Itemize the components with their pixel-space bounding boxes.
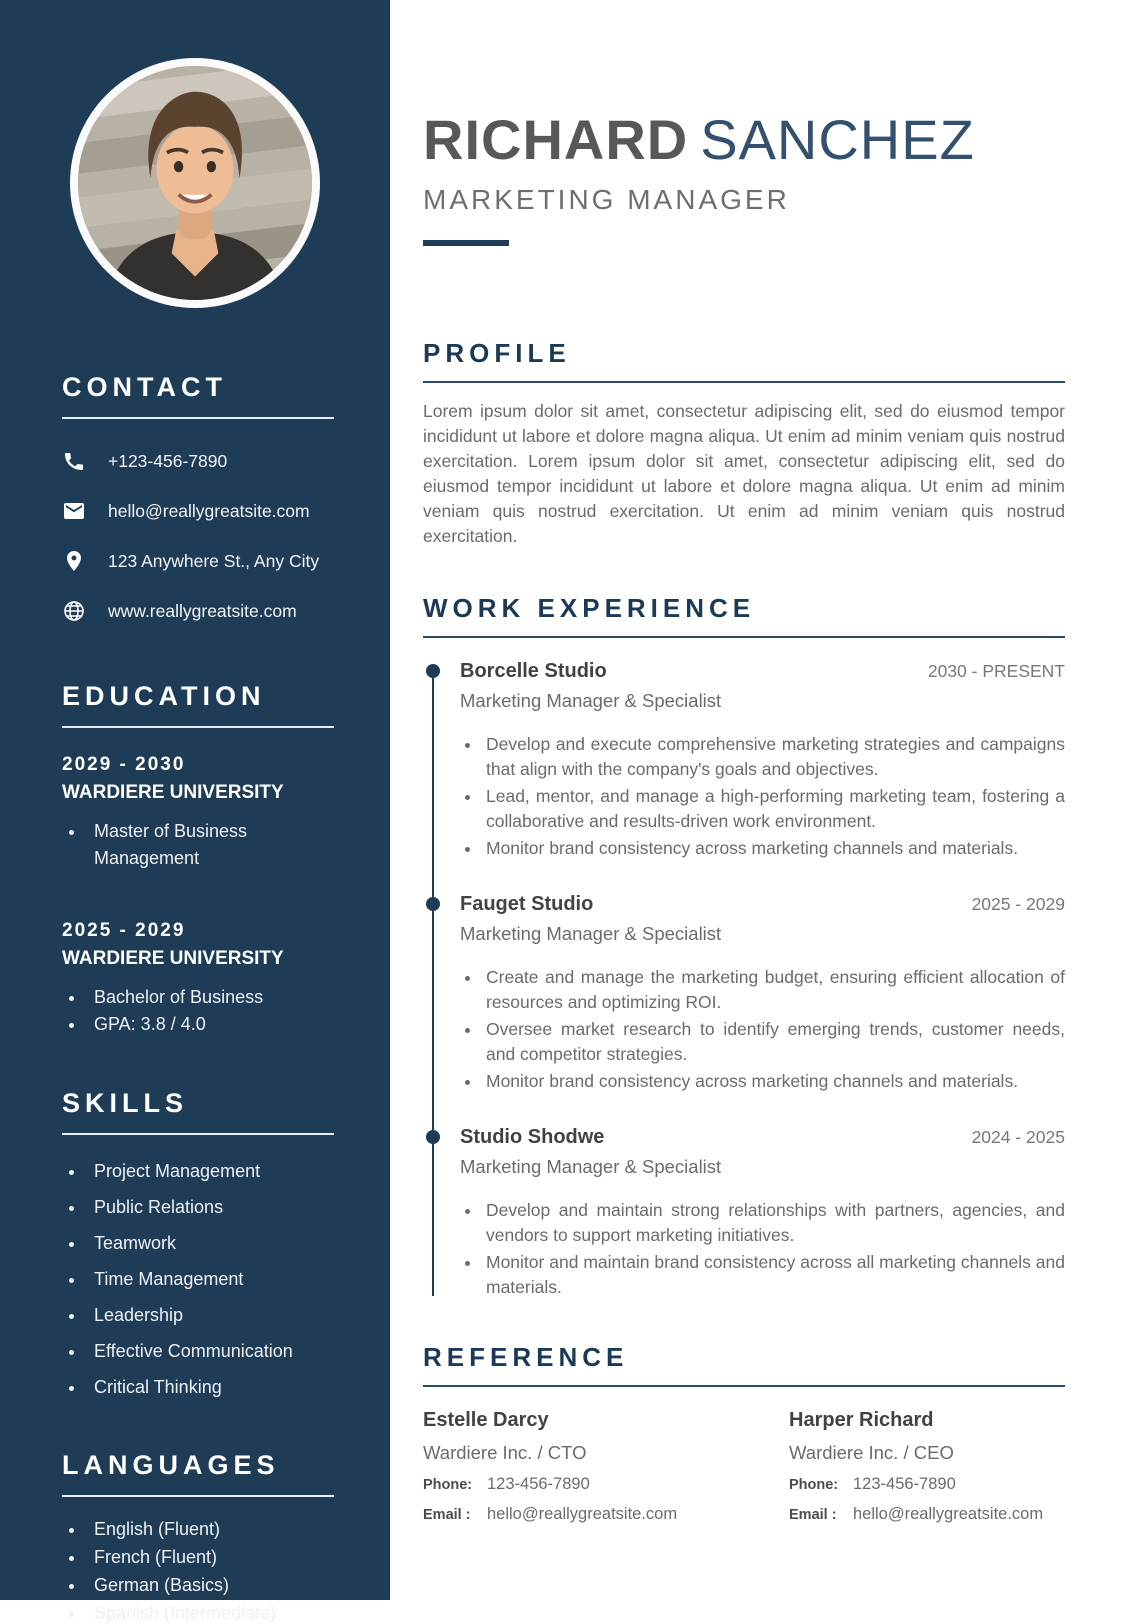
reference-rule	[423, 1385, 1065, 1387]
job-bullet: • Develop and maintain strong relationships with partners, agencies, and vendors to support marketing initiatives.	[482, 1198, 1065, 1248]
job-period: 2025 - 2029	[971, 894, 1065, 914]
profile-photo	[70, 58, 320, 308]
accent-bar	[423, 240, 509, 246]
skill-item: • Public Relations	[86, 1197, 334, 1218]
reference-email-row	[789, 1505, 1065, 1524]
job-header	[460, 1126, 1065, 1149]
contact-address: 123 Anywhere St., Any City	[108, 550, 320, 571]
contact-row-email	[62, 499, 334, 523]
skill-item: • Effective Communication	[86, 1341, 334, 1362]
timeline-dot	[426, 897, 440, 911]
contact-phone: +123-456-7890	[108, 450, 228, 471]
languages-section	[0, 1450, 390, 1624]
location-icon	[62, 549, 86, 573]
language-item: • Spanish (Intermediate)	[86, 1603, 334, 1624]
education-years: 2029 - 2030	[62, 754, 186, 775]
page-title	[423, 108, 1065, 171]
work-experience-title: WORK EXPERIENCE	[423, 593, 756, 623]
contact-rule	[62, 417, 334, 419]
email-label: Email :	[423, 1507, 471, 1523]
education-entry	[62, 754, 334, 872]
languages-rule	[62, 1495, 334, 1497]
skills-title: SKILLS	[62, 1088, 189, 1118]
job-header	[460, 660, 1065, 683]
job-company: Studio Shodwe	[460, 1126, 605, 1148]
reference-email-row	[423, 1505, 699, 1524]
main-column	[390, 0, 1131, 1600]
skill-item: • Leadership	[86, 1305, 334, 1326]
reference-email: hello@reallygreatsite.com	[853, 1505, 1044, 1523]
job-bullet: • Monitor brand consistency across marketing channels and materials.	[482, 836, 1065, 861]
contact-row-address	[62, 549, 334, 573]
email-label: Email :	[789, 1507, 837, 1523]
reference-company: Wardiere Inc. / CTO	[423, 1442, 587, 1463]
contact-list	[62, 449, 334, 623]
languages-title: LANGUAGES	[62, 1450, 280, 1480]
job-bullets	[482, 1198, 1065, 1300]
last-name: SANCHEZ	[700, 108, 975, 171]
work-experience-section	[423, 593, 1065, 1300]
skill-item: • Project Management	[86, 1161, 334, 1182]
reference-list	[423, 1409, 1065, 1524]
job-bullet: • Develop and execute comprehensive marketing strategies and campaigns that align with the company's goals and objectives.	[482, 732, 1065, 782]
job-bullet: • Oversee market research to identify emerging trends, customer needs, and competitor strategies.	[482, 1017, 1065, 1067]
reference-entry	[789, 1409, 1065, 1524]
job-period: 2030 - PRESENT	[927, 661, 1065, 681]
job-company: Fauget Studio	[460, 893, 594, 915]
skill-item: • Time Management	[86, 1269, 334, 1290]
reference-phone: 123-456-7890	[853, 1475, 956, 1493]
phone-icon	[62, 449, 86, 473]
work-experience-rule	[423, 636, 1065, 638]
phone-label: Phone:	[789, 1477, 839, 1493]
job-entry	[460, 1126, 1065, 1300]
job-bullet: • Monitor and maintain brand consistency across all marketing channels and materials.	[482, 1250, 1065, 1300]
job-entry	[460, 660, 1065, 861]
language-item: • English (Fluent)	[86, 1519, 334, 1540]
profile-rule	[423, 381, 1065, 383]
job-bullet: • Lead, mentor, and manage a high-performing marketing team, fostering a collaborative and results-driven work environment.	[482, 784, 1065, 834]
profile-section	[423, 338, 1065, 549]
education-bullets	[86, 818, 334, 872]
reference-name: Estelle Darcy	[423, 1409, 549, 1431]
profile-text: Lorem ipsum dolor sit amet, consectetur adipiscing elit, sed do eiusmod tempor incididunt ut labore et dolore magna aliqua. Ut enim ad minim veniam quis nostrud exercitation. Lorem ipsum dolor sit amet, consectetur adipiscing elit, sed do eiusmod tempor incididunt ut labore et dolore magna aliqua. Ut enim ad minim veniam quis nostrud exercitation. Ut enim ad minim veniam quis nostrud exercitation.	[423, 401, 1065, 546]
languages-list	[86, 1519, 334, 1624]
education-bullet: • Bachelor of Business	[86, 984, 334, 1011]
reference-phone-row	[789, 1475, 1065, 1494]
job-bullet: • Create and manage the marketing budget, ensuring efficient allocation of resources and optimizing ROI.	[482, 965, 1065, 1015]
portrait-image	[78, 66, 312, 300]
globe-icon	[62, 599, 86, 623]
job-list	[423, 660, 1065, 1300]
skills-list	[86, 1161, 334, 1398]
job-bullets	[482, 732, 1065, 861]
job-role: Marketing Manager & Specialist	[460, 1156, 722, 1177]
timeline-dot	[426, 664, 440, 678]
contact-email: hello@reallygreatsite.com	[108, 500, 310, 521]
reference-title: REFERENCE	[423, 1342, 629, 1372]
job-bullets	[482, 965, 1065, 1094]
contact-row-website	[62, 599, 334, 623]
first-name: RICHARD	[423, 108, 689, 171]
reference-name: Harper Richard	[789, 1409, 934, 1431]
reference-phone: 123-456-7890	[487, 1475, 590, 1493]
education-title: EDUCATION	[62, 681, 266, 711]
reference-company: Wardiere Inc. / CEO	[789, 1442, 954, 1463]
job-header	[460, 893, 1065, 916]
job-entry	[460, 893, 1065, 1094]
education-bullet: • GPA: 3.8 / 4.0	[86, 1011, 334, 1038]
education-bullet: • Master of Business Management	[86, 818, 334, 872]
reference-section	[423, 1342, 1065, 1524]
profile-title: PROFILE	[423, 338, 571, 368]
education-section	[0, 681, 390, 1038]
contact-website: www.reallygreatsite.com	[108, 600, 297, 621]
job-role: Marketing Manager & Specialist	[460, 690, 722, 711]
timeline-line	[432, 672, 434, 1296]
job-title: MARKETING MANAGER	[423, 184, 790, 215]
contact-section	[0, 372, 390, 623]
education-entry	[62, 920, 334, 1038]
job-period: 2024 - 2025	[971, 1127, 1065, 1147]
education-school: WARDIERE UNIVERSITY	[62, 948, 284, 969]
portrait-illustration	[78, 66, 312, 300]
phone-label: Phone:	[423, 1477, 473, 1493]
education-school: WARDIERE UNIVERSITY	[62, 782, 284, 803]
skill-item: • Teamwork	[86, 1233, 334, 1254]
email-icon	[62, 499, 86, 523]
reference-email: hello@reallygreatsite.com	[487, 1505, 678, 1523]
education-years: 2025 - 2029	[62, 920, 186, 941]
header	[423, 108, 1065, 246]
education-rule	[62, 726, 334, 728]
timeline-dot	[426, 1130, 440, 1144]
language-item: • French (Fluent)	[86, 1547, 334, 1568]
skills-section	[0, 1088, 390, 1398]
job-company: Borcelle Studio	[460, 660, 607, 682]
education-bullets	[86, 984, 334, 1038]
skill-item: • Critical Thinking	[86, 1377, 334, 1398]
reference-phone-row	[423, 1475, 699, 1494]
skills-rule	[62, 1133, 334, 1135]
job-role: Marketing Manager & Specialist	[460, 923, 722, 944]
sidebar	[0, 0, 390, 1623]
job-bullet: • Monitor brand consistency across marketing channels and materials.	[482, 1069, 1065, 1094]
language-item: • German (Basics)	[86, 1575, 334, 1596]
contact-title: CONTACT	[62, 372, 227, 402]
reference-entry	[423, 1409, 699, 1524]
contact-row-phone	[62, 449, 334, 473]
